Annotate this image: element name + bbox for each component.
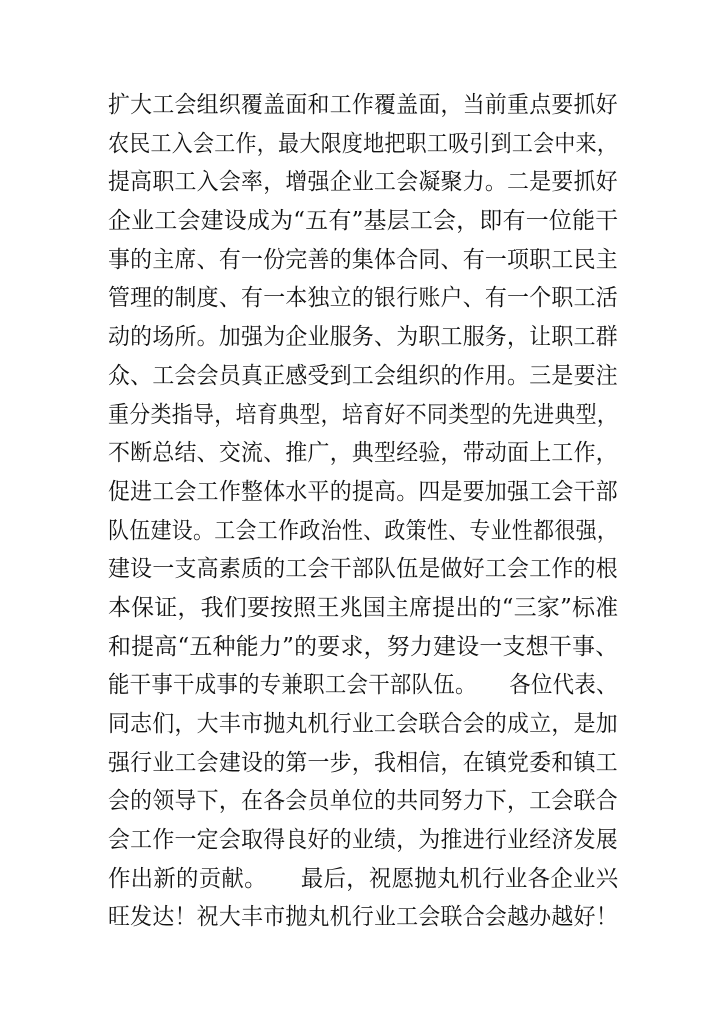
body-text	[108, 86, 618, 937]
text-line: 和提高“五种能力”的要求，努力建设一支想干事、	[108, 633, 619, 660]
text-line: 旺发达！祝大丰市抛丸机行业工会联合会越办越好！	[108, 904, 618, 931]
text-line: 会工作一定会取得良好的业绩，为推进行业经济发展	[108, 827, 618, 854]
text-line: 提高职工入会率，增强企业工会凝聚力。二是要抓好	[108, 169, 618, 196]
text-line: 不断总结、交流、推广，典型经验，带动面上工作，	[108, 440, 618, 467]
text-line: 促进工会工作整体水平的提高。四是要加强工会干部	[108, 478, 618, 505]
text-line: 动的场所。加强为企业服务、为职工服务，让职工群	[108, 324, 618, 351]
text-line: 管理的制度、有一本独立的银行账户、有一个职工活	[108, 285, 618, 312]
text-line: 强行业工会建设的第一步，我相信，在镇党委和镇工	[108, 749, 618, 776]
text-line: 农民工入会工作，最大限度地把职工吸引到工会中来，	[108, 130, 619, 157]
text-line: 本保证，我们要按照王兆国主席提出的“三家”标准	[108, 594, 619, 621]
text-line: 事的主席、有一份完善的集体合同、有一项职工民主	[108, 246, 618, 273]
text-line: 同志们，大丰市抛丸机行业工会联合会的成立，是加	[108, 711, 618, 737]
text-line: 建设一支高素质的工会干部队伍是做好工会工作的根	[108, 556, 618, 583]
text-line: 队伍建设。工会工作政治性、政策性、专业性都很强，	[108, 517, 619, 544]
text-line: 重分类指导，培育典型，培育好不同类型的先进典型，	[108, 401, 619, 428]
text-line: 能干事干成事的专兼职工会干部队伍。 各位代表、	[108, 672, 618, 699]
text-line: 扩大工会组织覆盖面和工作覆盖面，当前重点要抓好	[108, 92, 618, 118]
text-line: 众、工会会员真正感受到工会组织的作用。三是要注	[108, 362, 618, 389]
text-line: 会的领导下，在各会员单位的共同努力下，工会联合	[108, 788, 618, 815]
text-line: 企业工会建设成为“五有”基层工会，即有一位能干	[108, 208, 619, 235]
text-line: 作出新的贡献。 最后，祝愿抛丸机行业各企业兴	[108, 865, 619, 892]
